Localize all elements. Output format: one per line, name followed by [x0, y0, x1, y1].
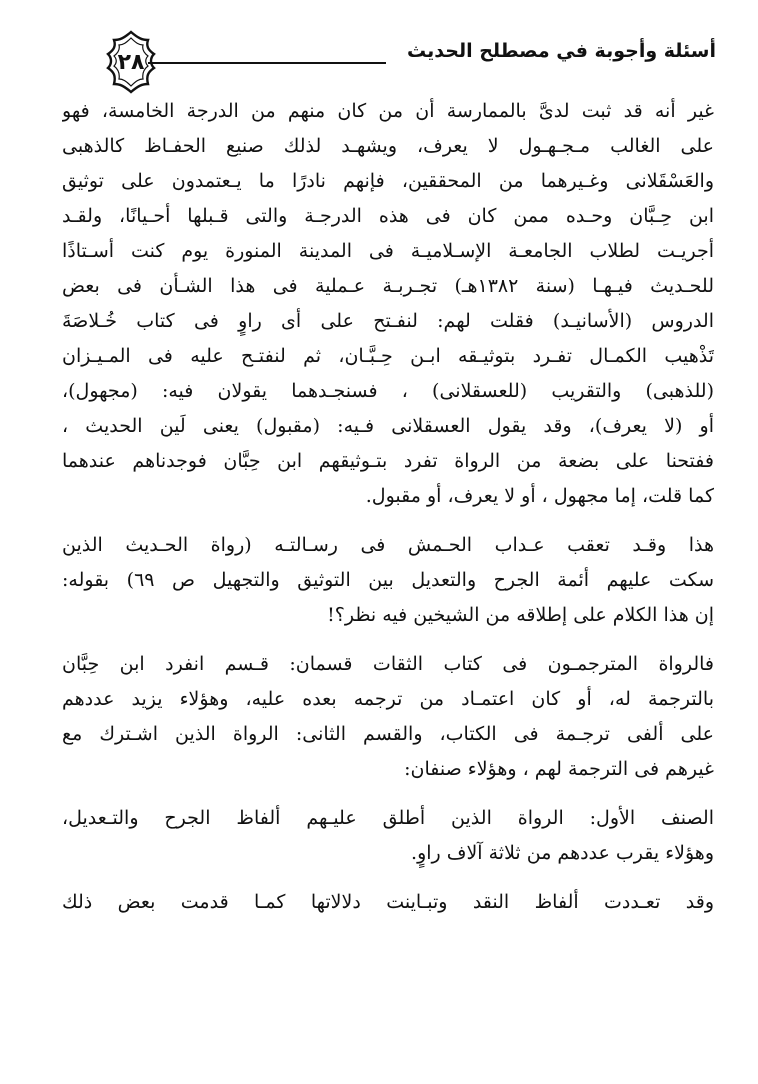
text-line: أجريـت لطلاب الجامعـة الإسـلاميـة فى المدينة المنورة يوم كنت أسـتاذًا	[62, 240, 714, 262]
running-title: أسئلة وأجوبة في مصطلح الحديث	[407, 40, 716, 62]
page-number: ٢٨	[117, 50, 145, 75]
page-body	[62, 94, 714, 920]
text-line: ابن حِـبَّان وحـده ممن كان فى هذه الدرجـة والتى قـبلها أحـيانًا، ولقـد	[62, 205, 714, 227]
paragraph	[62, 885, 714, 920]
header-divider	[148, 62, 386, 64]
text-line: فالرواة المترجمـون فى كتاب الثقات قسمان: قـسم انفرد ابن حِبَّان	[62, 653, 714, 675]
text-line: إن هذا الكلام على إطلاقه من الشيخين فيه نظر؟!	[327, 604, 714, 626]
text-line: وقد تعـددت ألفاظ النقد وتبـاينت دلالاتها كمـا قدمت بعض ذلك	[62, 891, 714, 913]
page-number-ornament-icon	[96, 28, 166, 98]
text-line: كما قلت، إما مجهول ، أو لا يعرف، أو مقبول.	[365, 485, 714, 507]
paragraph	[62, 94, 714, 514]
text-line: على ألفى ترجـمة فى الكتاب، والقسم الثانى: الرواة الذين اشـترك مع	[62, 723, 714, 745]
paragraph	[62, 801, 714, 871]
page-header	[48, 28, 716, 90]
text-line: (للذهبى) والتقريب (للعسقلانى) ، فسنجـدهما يقولان فيه: (مجهول)،	[62, 380, 714, 402]
text-line: على الغالب مـجـهـول لا يعرف، ويشهـد لذلك صنيع الحفـاظ كالذهبى	[62, 135, 714, 157]
text-line: وهؤلاء يقرب عددهم من ثلاثة آلاف راوٍ.	[411, 842, 714, 864]
text-line: غيرهم فى الترجمة لهم ، وهؤلاء صنفان:	[404, 758, 714, 780]
text-line: أو (لا يعرف)، وقد يقول العسقلانى فـيه: (مقبول) يعنى لَين الحديث ،	[62, 415, 714, 437]
text-line: الصنف الأول: الرواة الذين أطلق عليـهم ألفاظ الجرح والتـعديل،	[62, 807, 714, 829]
text-line: هذا وقـد تعقب عـداب الحـمش فى رسـالتـه (رواة الحـديث الذين	[62, 534, 714, 556]
text-line: للحـديث فيـهـا (سنة ١٣٨٢هـ) تجـربـة عـملية فى هذا الشـأن فى بعض	[62, 275, 714, 297]
text-line: غير أنه قد ثبت لدىَّ بالممارسة أن من كان منهم من الدرجة الخامسة، فهو	[62, 100, 714, 122]
text-line: الدروس (الأسانيـد) فقلت لهم: لنفـتح على أى راوٍ فى كتاب خُـلاصَةَ	[62, 310, 714, 332]
paragraph	[62, 528, 714, 633]
text-line: سكت عليهم أئمة الجرح والتعديل بين التوثيق والتجهيل ص ٦٩) بقوله:	[62, 569, 714, 591]
text-line: تَذْهيب الكمـال تفـرد بتوثيـقه ابـن حِـبَّـان، ثم لنفتـح عليه فى المـيـزان	[62, 345, 714, 367]
text-line: ففتحنا على بضعة من الرواة تفرد بتـوثيقهم ابن حِبَّان فوجدناهم عندهما	[62, 450, 714, 472]
paragraph	[62, 647, 714, 787]
text-line: والعَسْقَلانى وغـيرهما من المحققين، فإنهم نادرًا ما يـعتمدون على توثيق	[62, 170, 714, 192]
text-line: بالترجمة له، أو كان اعتمـاد من ترجمه بعده عليه، وهؤلاء يزيد عددهم	[62, 688, 714, 710]
